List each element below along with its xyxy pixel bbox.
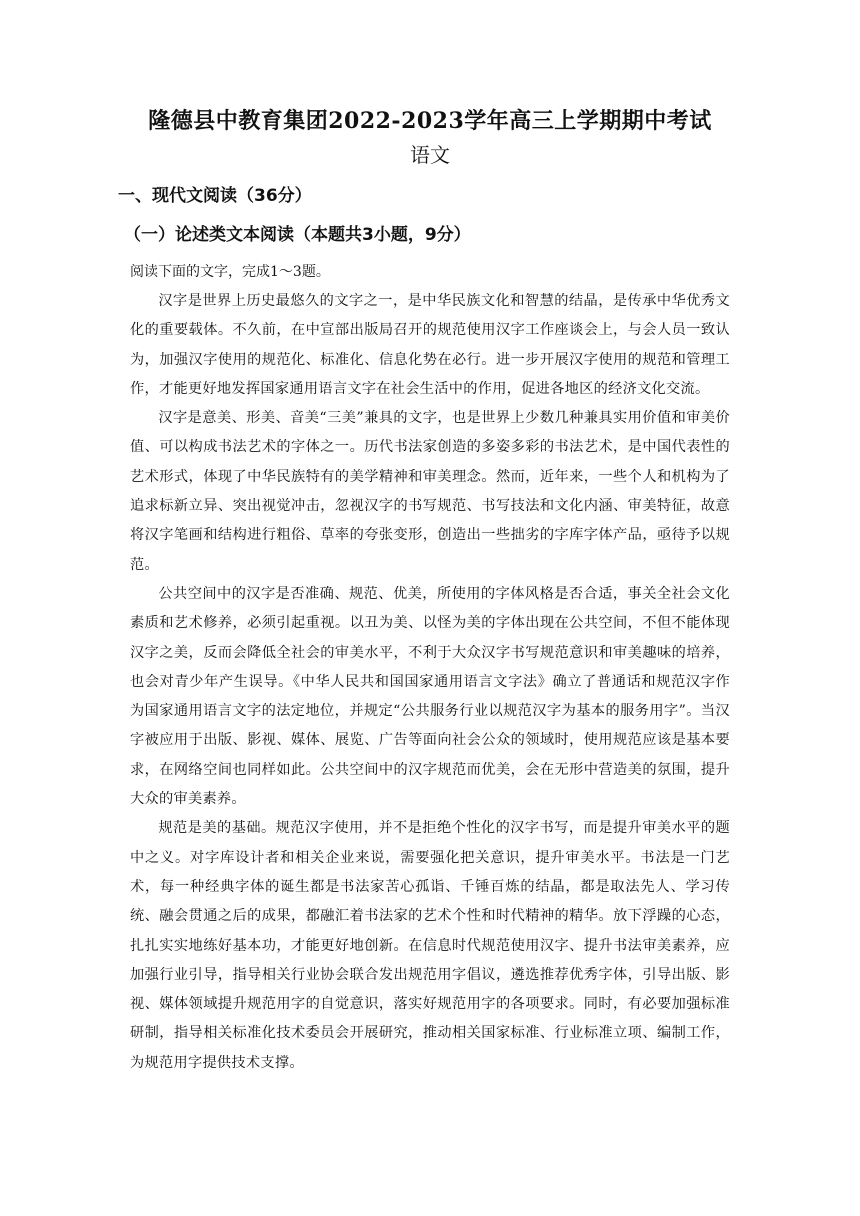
passage-paragraph-3: 公共空间中的汉字是否准确、规范、优美，所使用的字体风格是否合适，事关全社会文化素质和艺术修养，必须引起重视。以丑为美、以怪为美的字体出现在公共空间，不但不能体现汉字之美，反而会降低全社会的审美水平，不利于大众汉字书写规范意识和审美趣味的培养，也会对青少年产生误导。《中华人民共和国国家通用语言文字法》确立了普通话和规范汉字作为国家通用语言文字的法定地位，并规定“公共服务行业以规范汉字为基本的服务用字”。当汉字被应用于出版、影视、媒体、展览、广告等面向社会公众的领域时，使用规范应该是基本要求，在网络空间也同样如此。公共空间中的汉字规范而优美，会在无形中营造美的氛围，提升大众的审美素养。 — [130, 585, 730, 808]
passage-paragraph-1: 汉字是世界上历史最悠久的文字之一，是中华民族文化和智慧的结晶，是传承中华优秀文化的重要载体。不久前，在中宣部出版局召开的规范使用汉字工作座谈会上，与会人员一致认为，加强汉字使用的规范化、标准化、信息化势在必行。进一步开展汉字使用的规范和管理工作，才能更好地发挥国家通用语言文字在社会生活中的作用，促进各地区的经济文化交流。 — [130, 293, 730, 397]
subject-subtitle: 语文 — [410, 143, 450, 167]
passage-paragraph-2: 汉字是意美、形美、音美“三美”兼具的文字，也是世界上少数几种兼具实用价值和审美价值、可以构成书法艺术的字体之一。历代书法家创造的多姿多彩的书法艺术，是中国代表性的艺术形式，体现了中华民族特有的美学精神和审美理念。然而，近年来，一些个人和机构为了追求标新立异、突出视觉冲击，忽视汉字的书写规范、书写技法和文化内涵、审美特征，故意将汉字笔画和结构进行粗俗、草率的夸张变形，创造出一些拙劣的字库字体产品，亟待予以规范。 — [130, 410, 730, 573]
exam-title: 隆德县中教育集团2022-2023学年高三上学期期中考试 — [148, 108, 712, 134]
reading-instruction: 阅读下面的文字，完成1～3题。 — [130, 264, 330, 280]
subsection-heading: （一）论述类文本阅读（本题共3小题，9分） — [124, 225, 471, 245]
passage-body — [130, 287, 730, 1078]
passage-paragraph-4: 规范是美的基础。规范汉字使用，并不是拒绝个性化的汉字书写，而是提升审美水平的题中之义。对字库设计者和相关企业来说，需要强化把关意识，提升审美水平。书法是一门艺术，每一种经典字体的诞生都是书法家苦心孤诣、千锤百炼的结晶，都是取法先人、学习传统、融会贯通之后的成果，都融汇着书法家的艺术个性和时代精神的精华。放下浮躁的心态，扎扎实实地练好基本功，才能更好地创新。在信息时代规范使用汉字、提升书法审美素养，应加强行业引导，指导相关行业协会联合发出规范用字倡议，遴选推荐优秀字体，引导出版、影视、媒体领域提升规范用字的自觉意识，落实好规范用字的各项要求。同时，有必要加强标准研制，指导相关标准化技术委员会开展研究，推动相关国家标准、行业标准立项、编制工作，为规范用字提供技术支撑。 — [130, 820, 730, 1071]
section-heading: 一、现代文阅读（36分） — [118, 186, 312, 206]
